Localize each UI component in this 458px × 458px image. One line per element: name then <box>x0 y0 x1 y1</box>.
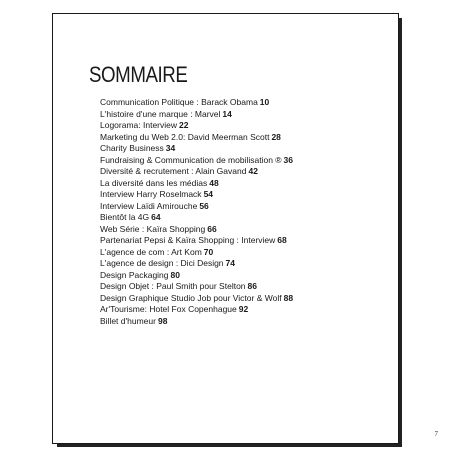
toc-label: La diversité dans les médias <box>100 177 208 188</box>
toc-entry[interactable] <box>100 212 293 224</box>
toc-entry[interactable] <box>100 258 293 270</box>
toc-label: Marketing du Web 2.0: David Meerman Scott <box>100 131 270 142</box>
toc-page-number: 88 <box>283 292 294 303</box>
toc-entry[interactable] <box>100 166 293 178</box>
toc-label: L'agence de com : Art Kom <box>100 246 202 257</box>
toc-entry[interactable] <box>100 247 293 259</box>
toc-page-number: 14 <box>222 108 232 119</box>
toc-entry[interactable] <box>100 293 293 305</box>
toc-label: Design Objet : Paul Smith pour Stelton <box>100 281 246 291</box>
toc-page-number: 56 <box>199 200 209 211</box>
toc-label: Communication Politique : Barack Obama <box>100 97 258 107</box>
toc-entry[interactable] <box>100 132 293 144</box>
toc-entry[interactable] <box>100 120 293 132</box>
toc-label: Design Graphique Studio Job pour Victor & Wolf <box>100 292 282 303</box>
toc-entry[interactable] <box>100 304 293 316</box>
toc-entry[interactable] <box>100 189 293 201</box>
toc-page-number: 64 <box>151 212 161 222</box>
toc-page-number: 54 <box>203 189 214 199</box>
toc-label: Diversité & recrutement : Alain Gavand <box>100 166 247 176</box>
toc-label: Design Packaging <box>100 269 169 280</box>
toc-entry[interactable] <box>100 97 293 109</box>
toc-label: L'agence de design : Dici Design <box>100 258 224 268</box>
page-title: SOMMAIRE <box>89 62 188 87</box>
toc-page-number: 92 <box>238 304 249 314</box>
toc-label: Billet d'humeur <box>100 315 156 326</box>
toc-entry[interactable] <box>100 178 293 190</box>
toc-label: Charity Business <box>100 143 164 153</box>
toc-label: Fundraising & Communication de mobilisation ® <box>100 154 282 165</box>
toc-label: L'histoire d'une marque : Marvel <box>100 108 221 119</box>
page-number: 7 <box>434 430 438 438</box>
toc-label: Web Série : Kaïra Shopping <box>100 223 206 234</box>
toc-page-number: 10 <box>259 97 270 107</box>
toc-page-number: 70 <box>203 246 214 257</box>
toc-page-number: 28 <box>271 131 281 142</box>
table-of-contents <box>100 97 293 327</box>
toc-page-number: 34 <box>165 143 176 153</box>
toc-entry[interactable] <box>100 109 293 121</box>
toc-entry[interactable] <box>100 155 293 167</box>
toc-page-number: 42 <box>248 166 258 176</box>
toc-entry[interactable] <box>100 270 293 282</box>
toc-label: Partenariat Pepsi & Kaïra Shopping : Interview <box>100 235 276 245</box>
toc-page-number: 98 <box>157 315 168 326</box>
toc-page-number: 68 <box>277 235 287 245</box>
toc-entry[interactable] <box>100 201 293 213</box>
toc-page-number: 86 <box>247 281 257 291</box>
toc-label: Logorama: Interview <box>100 120 178 130</box>
toc-page-number: 66 <box>207 223 217 234</box>
toc-entry[interactable] <box>100 235 293 247</box>
toc-page-number: 36 <box>283 154 294 165</box>
toc-page-number: 22 <box>179 120 189 130</box>
toc-label: Interview Laïdi Amirouche <box>100 200 198 211</box>
toc-label: Interview Harry Roselmack <box>100 189 202 199</box>
toc-entry[interactable] <box>100 224 293 236</box>
toc-label: Ar'Tourisme: Hotel Fox Copenhague <box>100 304 237 314</box>
toc-entry[interactable] <box>100 143 293 155</box>
toc-entry[interactable] <box>100 316 293 328</box>
toc-page-number: 74 <box>225 258 236 268</box>
toc-page-number: 48 <box>209 177 219 188</box>
toc-label: Bientôt la 4G <box>100 212 150 222</box>
toc-page-number: 80 <box>170 269 180 280</box>
toc-entry[interactable] <box>100 281 293 293</box>
